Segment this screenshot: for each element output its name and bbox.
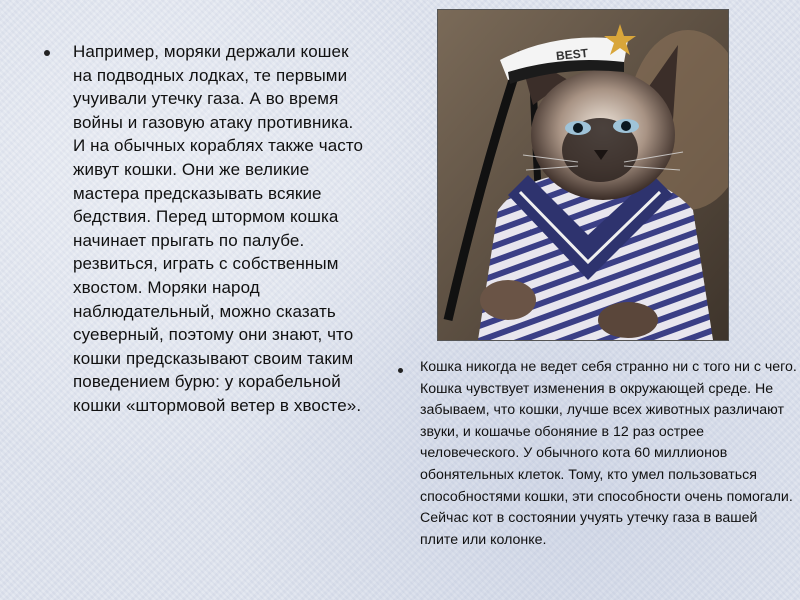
left-text-block — [44, 40, 364, 418]
sailor-cat-photo — [438, 10, 728, 340]
left-paragraph: Например, моряки держали кошек на подводных лодках, те первыми учуивали утечку газа. А во время войны и газовую атаку противника. И на обычных кораблях также часто живут кошки. Они же великие мастера предсказывать всякие бедствия. Перед штормом кошка начинает прыгать по палубе. резвиться, играть с собственным хвостом. Моряки народ наблюдательный, можно сказать суеверный, поэтому они знают, что кошки предсказывают своим таким поведением бурю: у корабельной кошки «штормовой ветер в хвосте». — [73, 42, 364, 415]
cat-illustration — [438, 10, 728, 340]
right-text-block — [398, 357, 798, 551]
right-paragraph: Кошка никогда не ведет себя странно ни с того ни с чего. Кошка чувствует изменения в окружающей среде. Не забываем, что кошки, лучше всех животных различают звуки, и кошачье обоняние в 12 раз острее человеческого. У обычного кота 60 миллионов обонятельных клеток. Тому, кто умел пользоваться способностями кошки, эти способности очень помогали. Сейчас кот в состоянии учуять утечку газа в вашей плите или колонке. — [420, 359, 797, 548]
cap-text: BEST — [555, 45, 589, 64]
bullet-icon — [44, 50, 50, 56]
bullet-icon — [398, 368, 403, 373]
